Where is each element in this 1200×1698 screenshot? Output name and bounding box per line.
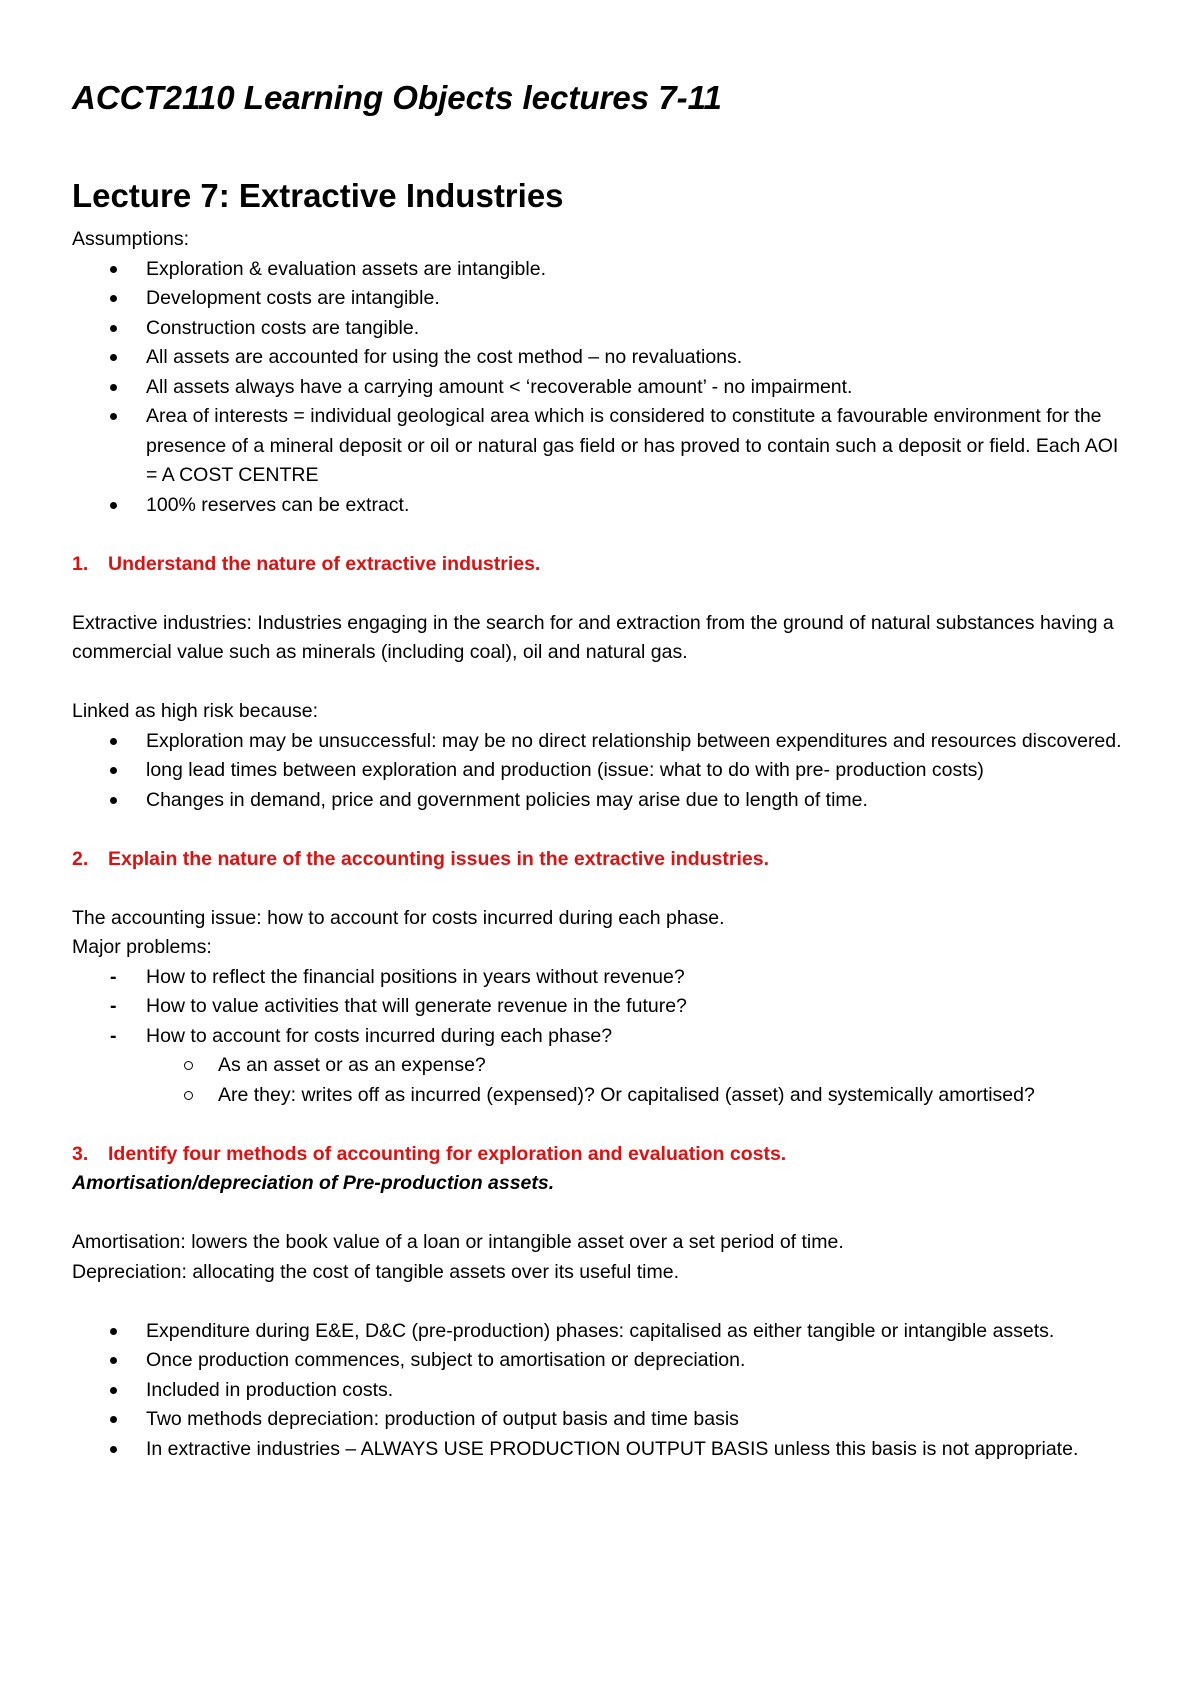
lecture-heading: Lecture 7: Extractive Industries	[72, 177, 564, 214]
problems-label: Major problems:	[72, 936, 212, 958]
document-title: ACCT2110 Learning Objects lectures 7-11	[72, 79, 722, 116]
list-item: Changes in demand, price and government policies may arise due to length of time.	[146, 788, 868, 811]
section-3-subtitle: Amortisation/depreciation of Pre-production assets.	[72, 1172, 555, 1194]
list-item: long lead times between exploration and production (issue: what to do with pre- production costs)	[146, 759, 984, 781]
amortisation-definition: Amortisation: lowers the book value of a loan or intangible asset over a set period of time.	[72, 1231, 844, 1253]
section-2-heading: 2. Explain the nature of the accounting issues in the extractive industries.	[72, 847, 769, 870]
list-item: - How to account for costs incurred during each phase?	[72, 1022, 1132, 1052]
list-item: As an asset or as an expense?	[218, 1054, 486, 1076]
list-item: - How to value activities that will generate revenue in the future?	[72, 992, 1132, 1022]
list-item: Exploration & evaluation assets are intangible.	[146, 257, 546, 280]
list-item: - How to reflect the financial positions in years without revenue?	[72, 963, 1132, 993]
list-item: Once production commences, subject to amortisation or depreciation.	[146, 1349, 746, 1371]
dash-icon: -	[110, 1024, 117, 1047]
accounting-issue: The accounting issue: how to account for costs incurred during each phase.	[72, 906, 725, 929]
assumptions-label: Assumptions:	[72, 228, 190, 250]
list-item: Area of interests = individual geological area which is considered to constitute a favourable environment for the presence of a mineral deposit or oil or natural gas field or has proved to contain such a deposit or field. Each AOI = A COST CENTRE	[146, 405, 1119, 486]
list-item: 100% reserves can be extract.	[146, 493, 410, 516]
list-item: All assets are accounted for using the cost method – no revaluations.	[146, 346, 743, 368]
problems-list	[72, 963, 1132, 1111]
document-body	[72, 225, 1132, 1464]
dash-icon: -	[110, 965, 117, 988]
section-1-heading: 1. Understand the nature of extractive industries.	[72, 552, 541, 575]
assumptions-list	[72, 255, 1132, 521]
extractive-definition: Extractive industries: Industries engaging in the search for and extraction from the ground of natural substances having a commercial value such as minerals (including coal), oil and natural gas.	[72, 611, 1114, 663]
list-item: Are they: writes off as incurred (expensed)? Or capitalised (asset) and systemically amortised?	[218, 1083, 1035, 1106]
list-item: Development costs are intangible.	[146, 287, 440, 309]
list-item: Included in production costs.	[146, 1378, 394, 1401]
list-item: Expenditure during E&E, D&C (pre-production) phases: capitalised as either tangible or intangible assets.	[146, 1319, 1055, 1342]
list-item: In extractive industries – ALWAYS USE PRODUCTION OUTPUT BASIS unless this basis is not appropriate.	[146, 1437, 1079, 1460]
risk-list	[72, 727, 1132, 816]
dash-icon: -	[110, 995, 117, 1017]
section-3-heading: 3. Identify four methods of accounting for exploration and evaluation costs.	[72, 1142, 787, 1165]
list-item: Construction costs are tangible.	[146, 316, 420, 339]
risk-label: Linked as high risk because:	[72, 700, 319, 722]
list-item: Two methods depreciation: production of output basis and time basis	[146, 1408, 739, 1430]
list-item: Exploration may be unsuccessful: may be no direct relationship between expenditures and resources discovered.	[146, 729, 1122, 752]
preproduction-list	[72, 1317, 1132, 1465]
list-item: All assets always have a carrying amount < ‘recoverable amount’ - no impairment.	[146, 375, 853, 398]
depreciation-definition: Depreciation: allocating the cost of tangible assets over its useful time.	[72, 1260, 679, 1283]
